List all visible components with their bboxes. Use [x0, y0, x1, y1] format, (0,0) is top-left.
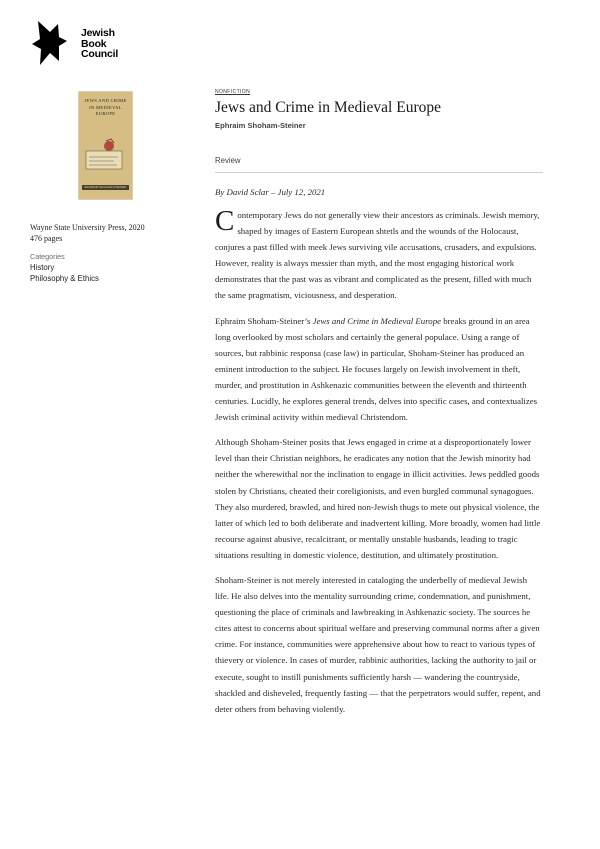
- star-of-david-logo-icon: [30, 19, 70, 69]
- paragraph-2-lead: Ephraim Shoham-Steiner’s: [215, 315, 313, 326]
- category-link-philosophy-ethics[interactable]: Philosophy & Ethics: [30, 274, 99, 283]
- paragraph-1: [215, 207, 543, 304]
- cover-title-line-3: EUROPE: [95, 111, 116, 116]
- divider: [215, 172, 543, 173]
- paragraph-4: Shoham-Steiner is not merely interested in cataloging the underbelly of medieval Jewish life. He also delves into the mentality surrounding crime, condemnation, and punishment, questioning the place of criminals and lawbreaking in Ashkenazic society. The sources he cites attest to concerns about spiritual welfare and preserving communal norms after a given crime. For instance, communities were apprehensive about how to react to various types of thievery or violence. In cases of murder, rabbinic authorities, lacking the authority to jail or execute, sought to instill punishments sufficiently harsh — wandering the countryside, shackled and disheveled, frequently fasting — that the perpetrators would suffer, repent, and deter others from behaving violently.: [215, 574, 541, 714]
- book-author: Ephraim Shoham-Steiner: [215, 121, 306, 130]
- paragraph-3: Although Shoham-Steiner posits that Jews engaged in crime at a disproportionately lower level than their Christian neighbors, he eradicates any notion that the Jewish minority had neither the wherewithal nor the inclination to engage in illicit activities. Jews peddled goods stolen by Christians, cheated their coreligionists, and even burgled communal synagogues. They also murdered, brawled, and hired non-Jewish thugs to mete out physical violence, the latter of which led to both deliberate and inadvertent killing. More broadly, women had little recourse against abusive, recalcitrant, or mentally unstable husbands, leading to tragic situations resulting in domestic violence, destitution, and ultimately prostitution.: [215, 437, 541, 560]
- cover-title-line-2: IN MEDIEVAL: [89, 104, 122, 110]
- categories-label: Categories: [30, 252, 65, 261]
- drop-cap: C: [215, 205, 235, 237]
- logo-line-3: Council: [81, 48, 119, 60]
- logo-line-2: Book: [81, 37, 107, 50]
- paragraph-2: [215, 313, 543, 426]
- publisher: Wayne State University Press, 2020: [30, 223, 145, 232]
- cover-title-line-1: JEWS AND CRIME: [84, 98, 127, 103]
- book-cover[interactable]: [79, 92, 132, 199]
- review-section-label: Review: [215, 156, 241, 165]
- review-article: [215, 88, 543, 726]
- review-byline: By David Sclar – July 12, 2021: [215, 187, 326, 197]
- review-body: [215, 207, 543, 717]
- page-count: 476 pages: [30, 234, 63, 243]
- book-title: Jews and Crime in Medieval Europe: [215, 99, 441, 116]
- category-link-history[interactable]: History: [30, 263, 55, 272]
- cover-author: EPHRAIM SHOHAM-STEINER: [82, 185, 129, 190]
- cover-illustration-icon: [84, 137, 127, 177]
- book-title-inline: Jews and Crime in Medieval Europe: [312, 315, 442, 326]
- paragraph-2-text: breaks ground in an area long overlooked by most scholars and certainly the general populace. Using a range of sources, but rabbinic responsa (case law) in particular, Shoham-Steiner has produced an eminent introduction to the subject. He focuses largely on Jewish involvement in theft, murder, and prostitution in Ashkenazic communities between the eleventh and thirteenth centuries. Lucidly, he explores general trends, delves into specific cases, and contextualizes Jewish criminal activity within medieval Christendom.: [215, 315, 538, 423]
- logo-wordmark: [81, 28, 118, 60]
- jbc-logo[interactable]: [30, 19, 150, 69]
- logo-line-1: Jewish: [81, 27, 115, 39]
- paragraph-1-text: ontemporary Jews do not generally view their ancestors as criminals. Jewish memory, shaped by images of Eastern European shtetls and the wounds of the Holocaust, conjures a past filled with meek Jews surviving vile accusations, crusaders, and expulsions. However, reality is always messier than myth, and the most engaging historical work demonstrates that the past was as vibrant and complicated as the present, filled with much the same pragmatism, viciousness, and desperation.: [215, 210, 540, 301]
- category-tag-link[interactable]: NONFICTION: [215, 89, 251, 95]
- cover-title: [79, 98, 132, 118]
- book-metadata: [30, 222, 180, 284]
